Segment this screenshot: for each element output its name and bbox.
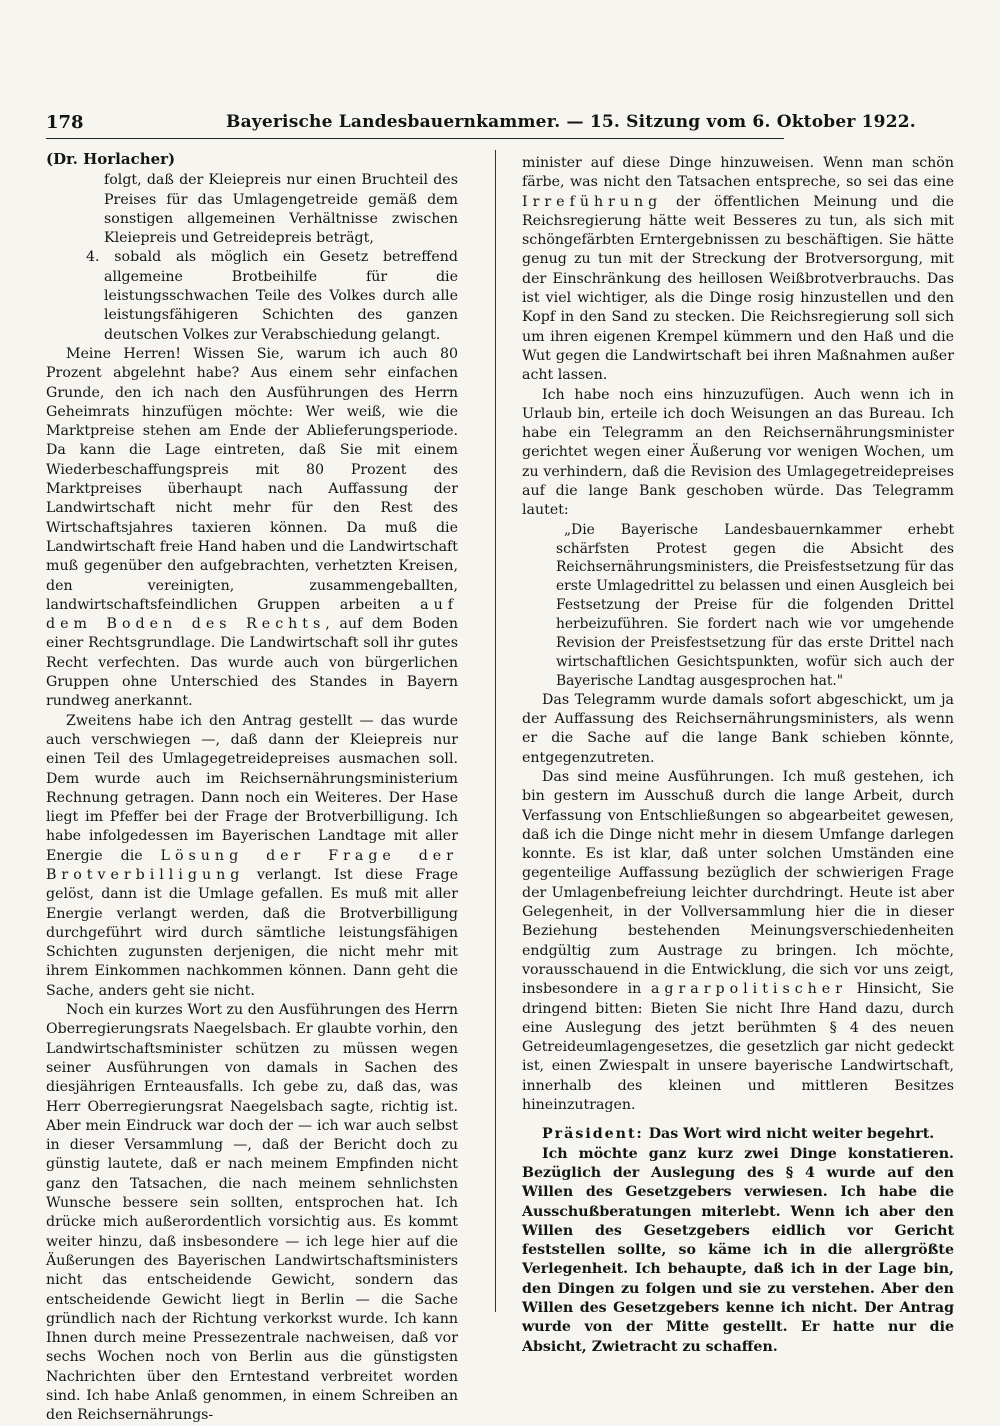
spacer <box>522 1115 954 1125</box>
spaced-emphasis: Irreführung <box>522 193 663 210</box>
running-head: Bayerische Landesbauernkammer. — 15. Sitzung vom 6. Oktober 1922. <box>226 112 916 132</box>
spaced-emphasis: agrarpolitischer <box>650 981 847 998</box>
spaced-emphasis: auf dem Boden des Rechts <box>46 596 458 633</box>
paragraph: Noch ein kurzes Wort zu den Ausführungen des Herrn Oberregierungsrats Naegelsbach. Er glaubte vorhin, den Landwirtschaftsminister schützen zu müssen wegen seiner Ausführungen von damals in Sachen des diesjährigen Ernteausfalls. Ich gebe zu, daß das, was Herr Oberregierungsrat Naegelsbach sagte, richtig ist. Aber mein Eindruck war doch der — ich war auch selbst in dieser Versammlung —, daß der Bericht doch zu günstig lautete, daß er nach meinem Empfinden nicht ganz den Tatsachen, die nach meinem sehnlichsten Wunsche bessere sein sollten, entsprochen hat. Ich drücke mich außerordentlich vorsichtig aus. Es kommt weiter hinzu, daß insbesondere — ich lege hier auf die Äußerungen des Bayerischen Landwirtschaftsministers nicht das entscheidende Gewicht, sondern das entscheidende Gewicht liegt in Berlin — die Sache gründlich nach der Richtung verkorkst wurde. Ich kann Ihnen durch meine Pressezentrale nachweisen, daß vor sechs Wochen noch von Berlin aus die günstigsten Nachrichten über den Erntestand verbreitet worden sind. Ich habe Anlaß genommen, in einem Schreiben an den Reichsernährungs- <box>46 1002 458 1424</box>
list-item-4: 4. sobald als möglich ein Gesetz betreffend allgemeine Brotbeihilfe für die leistungsschwachen Teile des Volkes durch alle leistungsfähigeren Schichten des ganzen deutschen Volkes zur Verabschiedung gelangt. <box>86 249 458 343</box>
left-column <box>46 150 458 1426</box>
list-item-continuation: folgt, daß der Kleiepreis nur einen Bruchteil des Preises für das Umlagengetreide gemäß dem sonstigen allgemeinen Verhältnisse zwischen Kleiepreis und Getreidepreis beträgt, <box>104 172 458 247</box>
right-column <box>522 154 954 1357</box>
column-divider <box>495 150 496 1312</box>
paragraph: Ich möchte ganz kurz zwei Dinge konstatieren. Bezüglich der Auslegung des § 4 wurde auf den Willen des Gesetzgebers verwiesen. Ich habe die Ausschußberatungen miterlebt. Wenn ich aber den Willen des Gesetzgebers eidlich vor Gericht feststellen sollte, so käme ich in die allergrößte Verlegenheit. Ich behaupte, daß ich in der Lage bin, den Dingen zu folgen und sie zu verstehen. Aber den Willen des Gesetzgebers kenne ich nicht. Der Antrag wurde von der Mitte gestellt. Er hatte nur die Absicht, Zwietracht zu schaffen. <box>522 1145 954 1355</box>
paragraph: Das sind meine Ausführungen. Ich muß gestehen, ich bin gestern im Ausschuß durch die lange Arbeit, durch Verfassung von Entschließungen so abgearbeitet gewesen, daß ich die Dinge nicht mehr in diesem Umfange darlegen konnte. Es ist klar, daß unter solchen Umständen eine gegenteilige Auffassung bezüglich der schwierigen Frage der Umlagenbefreiung leichter durchdringt. Heute ist aber Gelegenheit, in der Vollversammlung hier die in dieser Beziehung bestehenden Meinungsverschiedenheiten endgültig zum Austrage zu bringen. Ich möchte, vorausschauend in die Entwicklung, die sich vor uns zeigt, insbesondere in agrarpolitischer Hinsicht, Sie dringend bitten: Bieten Sie nicht Ihre Hand dazu, durch eine Auslegung des jetzt berühmten § 4 des neuen Getreideumlagengesetzes, die gesetzlich gar nicht gedeckt ist, einen Zwiespalt in unsere bayerische Landwirtschaft, innerhalb des kleinen und mittleren Besitzes hineinzutragen. <box>522 768 954 1114</box>
paragraph: Ich habe noch eins hinzuzufügen. Auch wenn ich in Urlaub bin, erteile ich doch Weisungen an das Bureau. Ich habe ein Telegramm an den Reichsernährungsminister gerichtet wegen einer Äußerung vor wenigen Wochen, um zu verhindern, daß die Revision des Umlagegetreidepreises auf die lange Bank geschoben würde. Das Telegramm lautet: <box>522 386 954 519</box>
page-header <box>46 108 916 139</box>
president-statement: Präsident: Das Wort wird nicht weiter begehrt. <box>542 1126 935 1143</box>
telegram-quote: „Die Bayerische Landesbauernkammer erhebt schärfsten Protest gegen die Absicht des Reichsernährungsministers, die Preisfestsetzung für das erste Umlagedrittel zu belassen und einen Ausgleich bei Festsetzung der Preise für die folgenden Drittel herbeizuführen. Sie fordert nach wie vor umgehende Revision der Preisfestsetzung für das erste Drittel nach wirtschaftlichen Gesichtspunkten, wofür sich auch der Bayerische Landtag ausgesprochen hat." <box>556 521 954 689</box>
paragraph: Meine Herren! Wissen Sie, warum ich auch 80 Prozent abgelehnt habe? Aus einem sehr einfachen Grunde, den ich nach den Ausführungen des Herrn Geheimrats hinzufügen möchte: Wer weiß, wie die Marktpreise stehen am Ende der Ablieferungsperiode. Da kann die Lage eintreten, daß Sie mit einem Wiederbeschaffungspreis mit 80 Prozent des Marktpreises überhaupt nach Auffassung der Landwirtschaft nicht mehr für den Rest des Wirtschaftsjahres taxieren können. Da muß die Landwirtschaft freie Hand haben und die Landwirtschaft muß gegenüber den aufgebrachten, verhetzten Kreisen, den vereinigten, zusammengeballten, landwirtschaftsfeindlichen Gruppen arbeiten auf dem Boden des Rechts, auf dem Boden einer Rechtsgrundlage. Die Landwirtschaft soll ihr gutes Recht verfechten. Das wurde auch von bürgerlichen Gruppen ohne Unterschied des Standes in Bayern rundweg anerkannt. <box>46 345 459 710</box>
page-number: 178 <box>46 112 84 133</box>
paragraph: Zweitens habe ich den Antrag gestellt — das wurde auch verschwiegen —, daß dann der Kleiepreis nur einen Teil des Umlagegetreidepreises ausmachen soll. Dem wurde auch im Reichsernährungsministerium Rechnung getragen. Dann noch ein Weiteres. Der Hase liegt im Pfeffer bei der Frage der Brotverbilligung. Ich habe infolgedessen im Bayerischen Landtage mit aller Energie die Lösung der Frage der Brotverbilligung verlangt. Ist diese Frage gelöst, dann ist die Umlage gefallen. Es muß mit aller Energie verlangt werden, daß die Brotverbilligung durchgeführt wird durch sämtliche leistungsfähigen Schichten zugunsten derjenigen, die nicht mehr mit ihrem Einkommen nachkommen können. Dann geht die Sache, anders geht sie nicht. <box>46 712 458 999</box>
president-label: Präsident: <box>542 1126 644 1143</box>
spaced-emphasis: Lösung der Frage der Brotverbilligung <box>46 847 458 883</box>
paragraph: Das Telegramm wurde damals sofort abgeschickt, um ja der Auffassung des Reichsernährungsministers, als wenn er die Sache auf die lange Bank schieben könnte, entgegenzutreten. <box>522 691 954 766</box>
paragraph: minister auf diese Dinge hinzuweisen. Wenn man schön färbe, was nicht den Tatsachen entspreche, so sei das eine Irreführung der öffentlichen Meinung und die Reichsregierung hätte weit Besseres zu tun, als sich mit schöngefärbten Erntergebnissen zu beschäftigen. Sie hätte genug zu tun mit der Streckung der Brotversorgung, mit der Einschränkung des heillosen Weißbrotverbrauchs. Das ist viel wichtiger, als die Dinge rosig hinzustellen und den Kopf in den Sand zu stecken. Die Reichsregierung soll sich um ihren eigenen Krempel kümmern und den Haß und die Wut gegen die Landwirtschaft bei ihren Maßnahmen außer acht lassen. <box>522 155 954 384</box>
speaker-label: (Dr. Horlacher) <box>46 150 176 168</box>
